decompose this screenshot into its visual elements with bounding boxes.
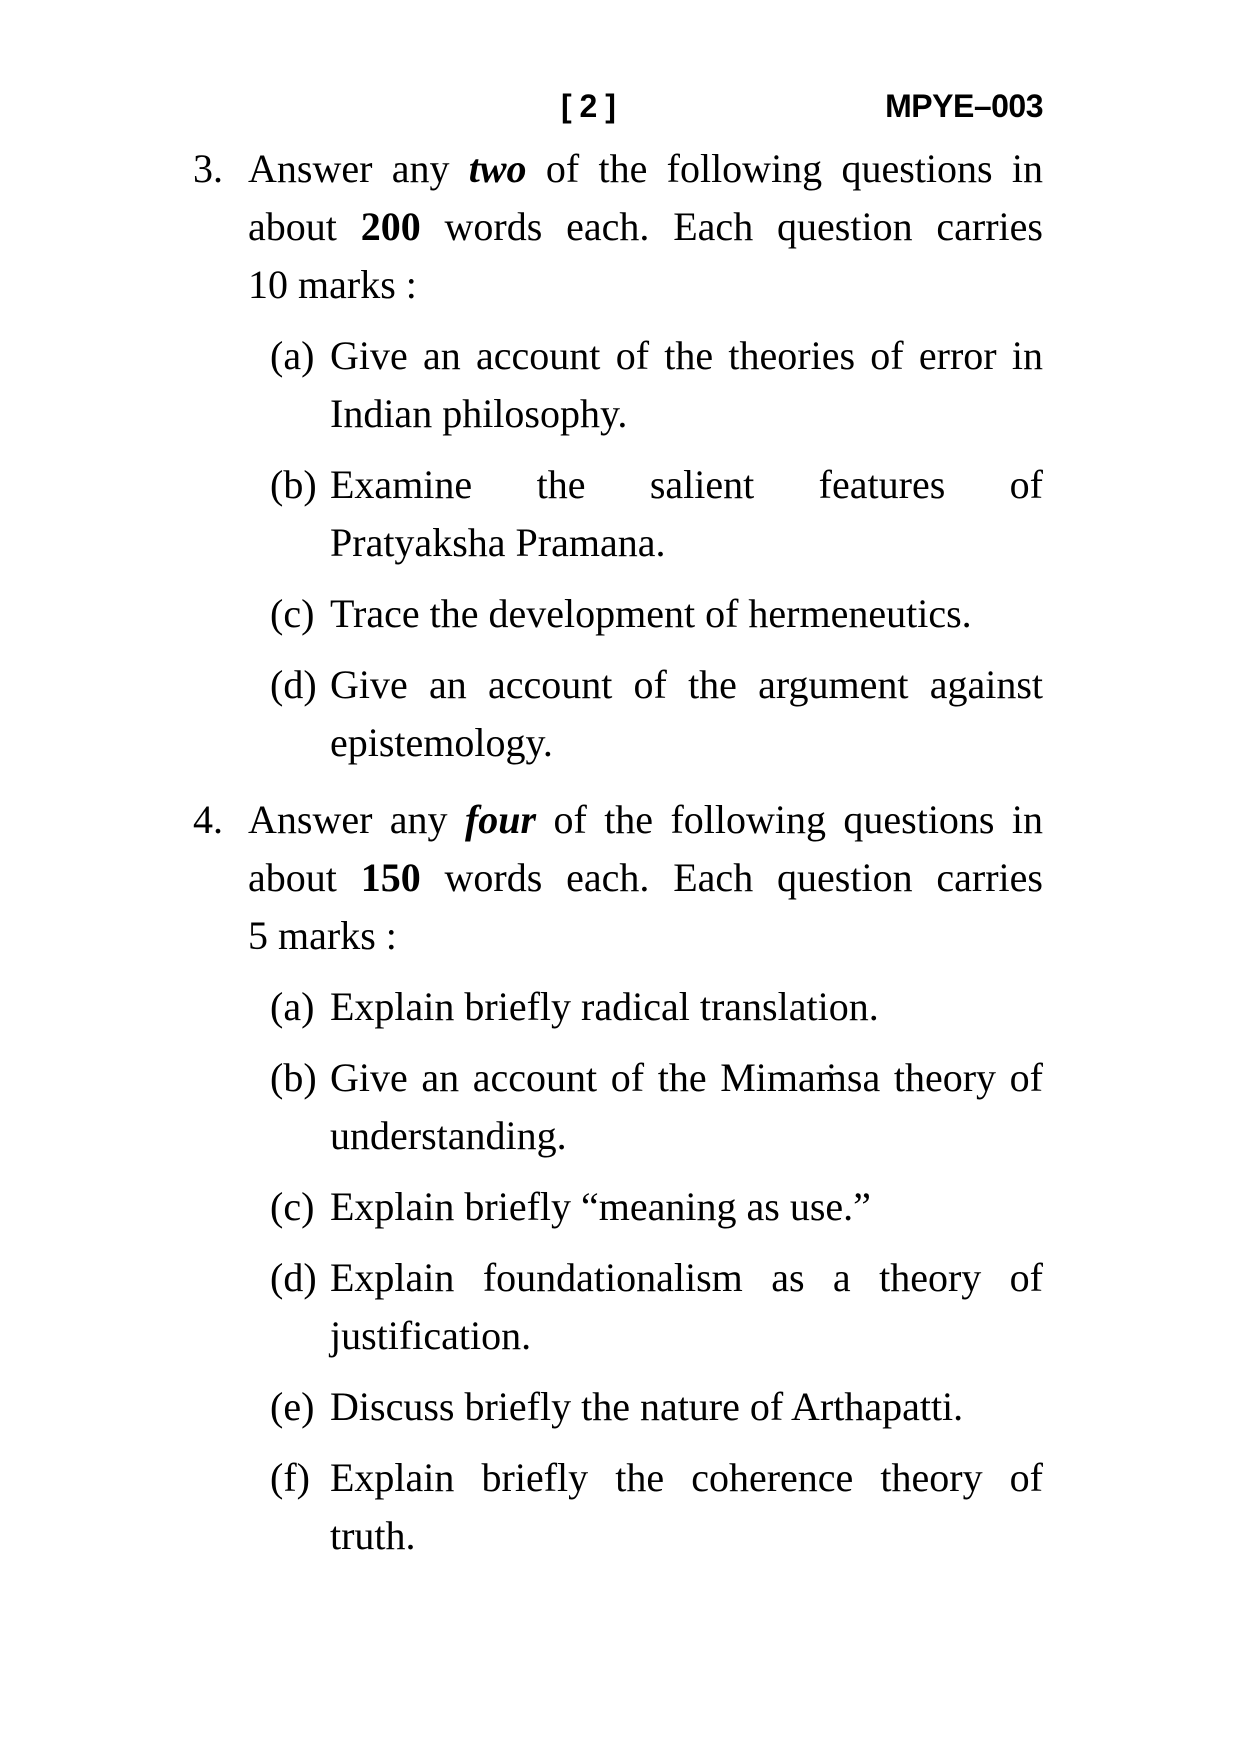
sub-item-text <box>330 1178 1043 1236</box>
text-line <box>330 1378 1043 1436</box>
text-line <box>330 1107 1043 1165</box>
text-run: Pratyaksha Pramana. <box>330 520 666 565</box>
text-run: words each. Each question carries <box>420 855 1043 900</box>
question-intro-text <box>248 791 1043 965</box>
text-run: Explain foundationalism as a theory of <box>330 1255 1043 1300</box>
sub-item <box>270 1049 1241 1165</box>
question-number: 4. <box>193 797 223 842</box>
sub-item-text <box>330 456 1043 572</box>
text-line <box>330 1249 1043 1307</box>
text-line <box>248 849 1043 907</box>
text-run: Explain briefly “meaning as use.” <box>330 1184 871 1229</box>
text-run: of the following questions in <box>526 146 1043 191</box>
course-code: MPYE–003 <box>885 88 1043 124</box>
text-run: Trace the development of hermeneutics. <box>330 591 972 636</box>
sub-item-label: (a) <box>270 333 315 378</box>
sub-item-label: (b) <box>270 1055 317 1100</box>
text-line <box>330 1178 1043 1236</box>
sub-item-text <box>330 585 1043 643</box>
questions <box>0 140 1241 1565</box>
text-run: Answer any <box>248 146 469 191</box>
sub-item-text <box>330 978 1043 1036</box>
text-line <box>248 256 1043 314</box>
text-run: Explain briefly the coherence theory of <box>330 1455 1043 1500</box>
sub-item-text <box>330 1249 1043 1365</box>
text-run: Discuss briefly the nature of Arthapatti. <box>330 1384 964 1429</box>
text-line <box>248 198 1043 256</box>
text-line <box>330 656 1043 714</box>
sub-item <box>270 456 1241 572</box>
text-line <box>330 514 1043 572</box>
text-line <box>330 1507 1043 1565</box>
text-line <box>330 1307 1043 1365</box>
text-run: two <box>468 146 527 191</box>
sub-item-label: (d) <box>270 1255 317 1300</box>
text-line <box>330 385 1043 443</box>
sub-item-label: (b) <box>270 462 317 507</box>
sub-item-label: (a) <box>270 984 315 1029</box>
sub-item-label: (e) <box>270 1384 315 1429</box>
text-run: four <box>464 797 537 842</box>
text-run: epistemology. <box>330 720 553 765</box>
text-run: Give an account of the argument against <box>330 662 1043 707</box>
text-run: justification. <box>330 1313 532 1358</box>
text-line <box>330 585 1043 643</box>
sub-item-label: (c) <box>270 591 315 636</box>
text-line <box>330 714 1043 772</box>
question-intro <box>0 791 1241 965</box>
text-run: 5 marks : <box>248 913 397 958</box>
text-run: Give an account of the Mimaṁsa theory of <box>330 1055 1043 1100</box>
text-run: of the following questions in <box>536 797 1043 842</box>
text-line <box>330 978 1043 1036</box>
text-line <box>330 456 1043 514</box>
sub-item-label: (c) <box>270 1184 315 1229</box>
sub-item <box>270 1449 1241 1565</box>
sub-item-text <box>330 1449 1043 1565</box>
sub-item <box>270 327 1241 443</box>
text-run: 200 <box>360 204 421 249</box>
question-block <box>0 140 1241 772</box>
text-line <box>330 1049 1043 1107</box>
text-run: 10 marks : <box>248 262 417 307</box>
text-run: about <box>248 204 361 249</box>
text-run: about <box>248 855 361 900</box>
sub-item <box>270 585 1241 643</box>
page-number: [ 2 ] <box>561 88 616 124</box>
sub-item-text <box>330 656 1043 772</box>
text-line <box>248 907 1043 965</box>
sub-item <box>270 1249 1241 1365</box>
text-line <box>330 327 1043 385</box>
text-line <box>248 791 1043 849</box>
question-block <box>0 791 1241 1565</box>
sub-item-label: (d) <box>270 662 317 707</box>
sub-item-text <box>330 1378 1043 1436</box>
sub-item <box>270 1378 1241 1436</box>
sub-item <box>270 656 1241 772</box>
text-run: Explain briefly radical translation. <box>330 984 879 1029</box>
question-number: 3. <box>193 146 223 191</box>
sub-item <box>270 978 1241 1036</box>
sub-item-text <box>330 327 1043 443</box>
text-run: words each. Each question carries <box>420 204 1043 249</box>
text-run: understanding. <box>330 1113 567 1158</box>
question-intro-text <box>248 140 1043 314</box>
page-header <box>0 88 1241 128</box>
text-run: Examine the salient features of <box>330 462 1043 507</box>
text-line <box>330 1449 1043 1507</box>
text-run: Indian philosophy. <box>330 391 628 436</box>
text-run: Answer any <box>248 797 465 842</box>
sub-item-text <box>330 1049 1043 1165</box>
text-run: truth. <box>330 1513 416 1558</box>
question-intro <box>0 140 1241 314</box>
text-line <box>248 140 1043 198</box>
sub-item-label: (f) <box>270 1455 310 1500</box>
text-run: 150 <box>360 855 421 900</box>
text-run: Give an account of the theories of error in <box>330 333 1043 378</box>
sub-item <box>270 1178 1241 1236</box>
